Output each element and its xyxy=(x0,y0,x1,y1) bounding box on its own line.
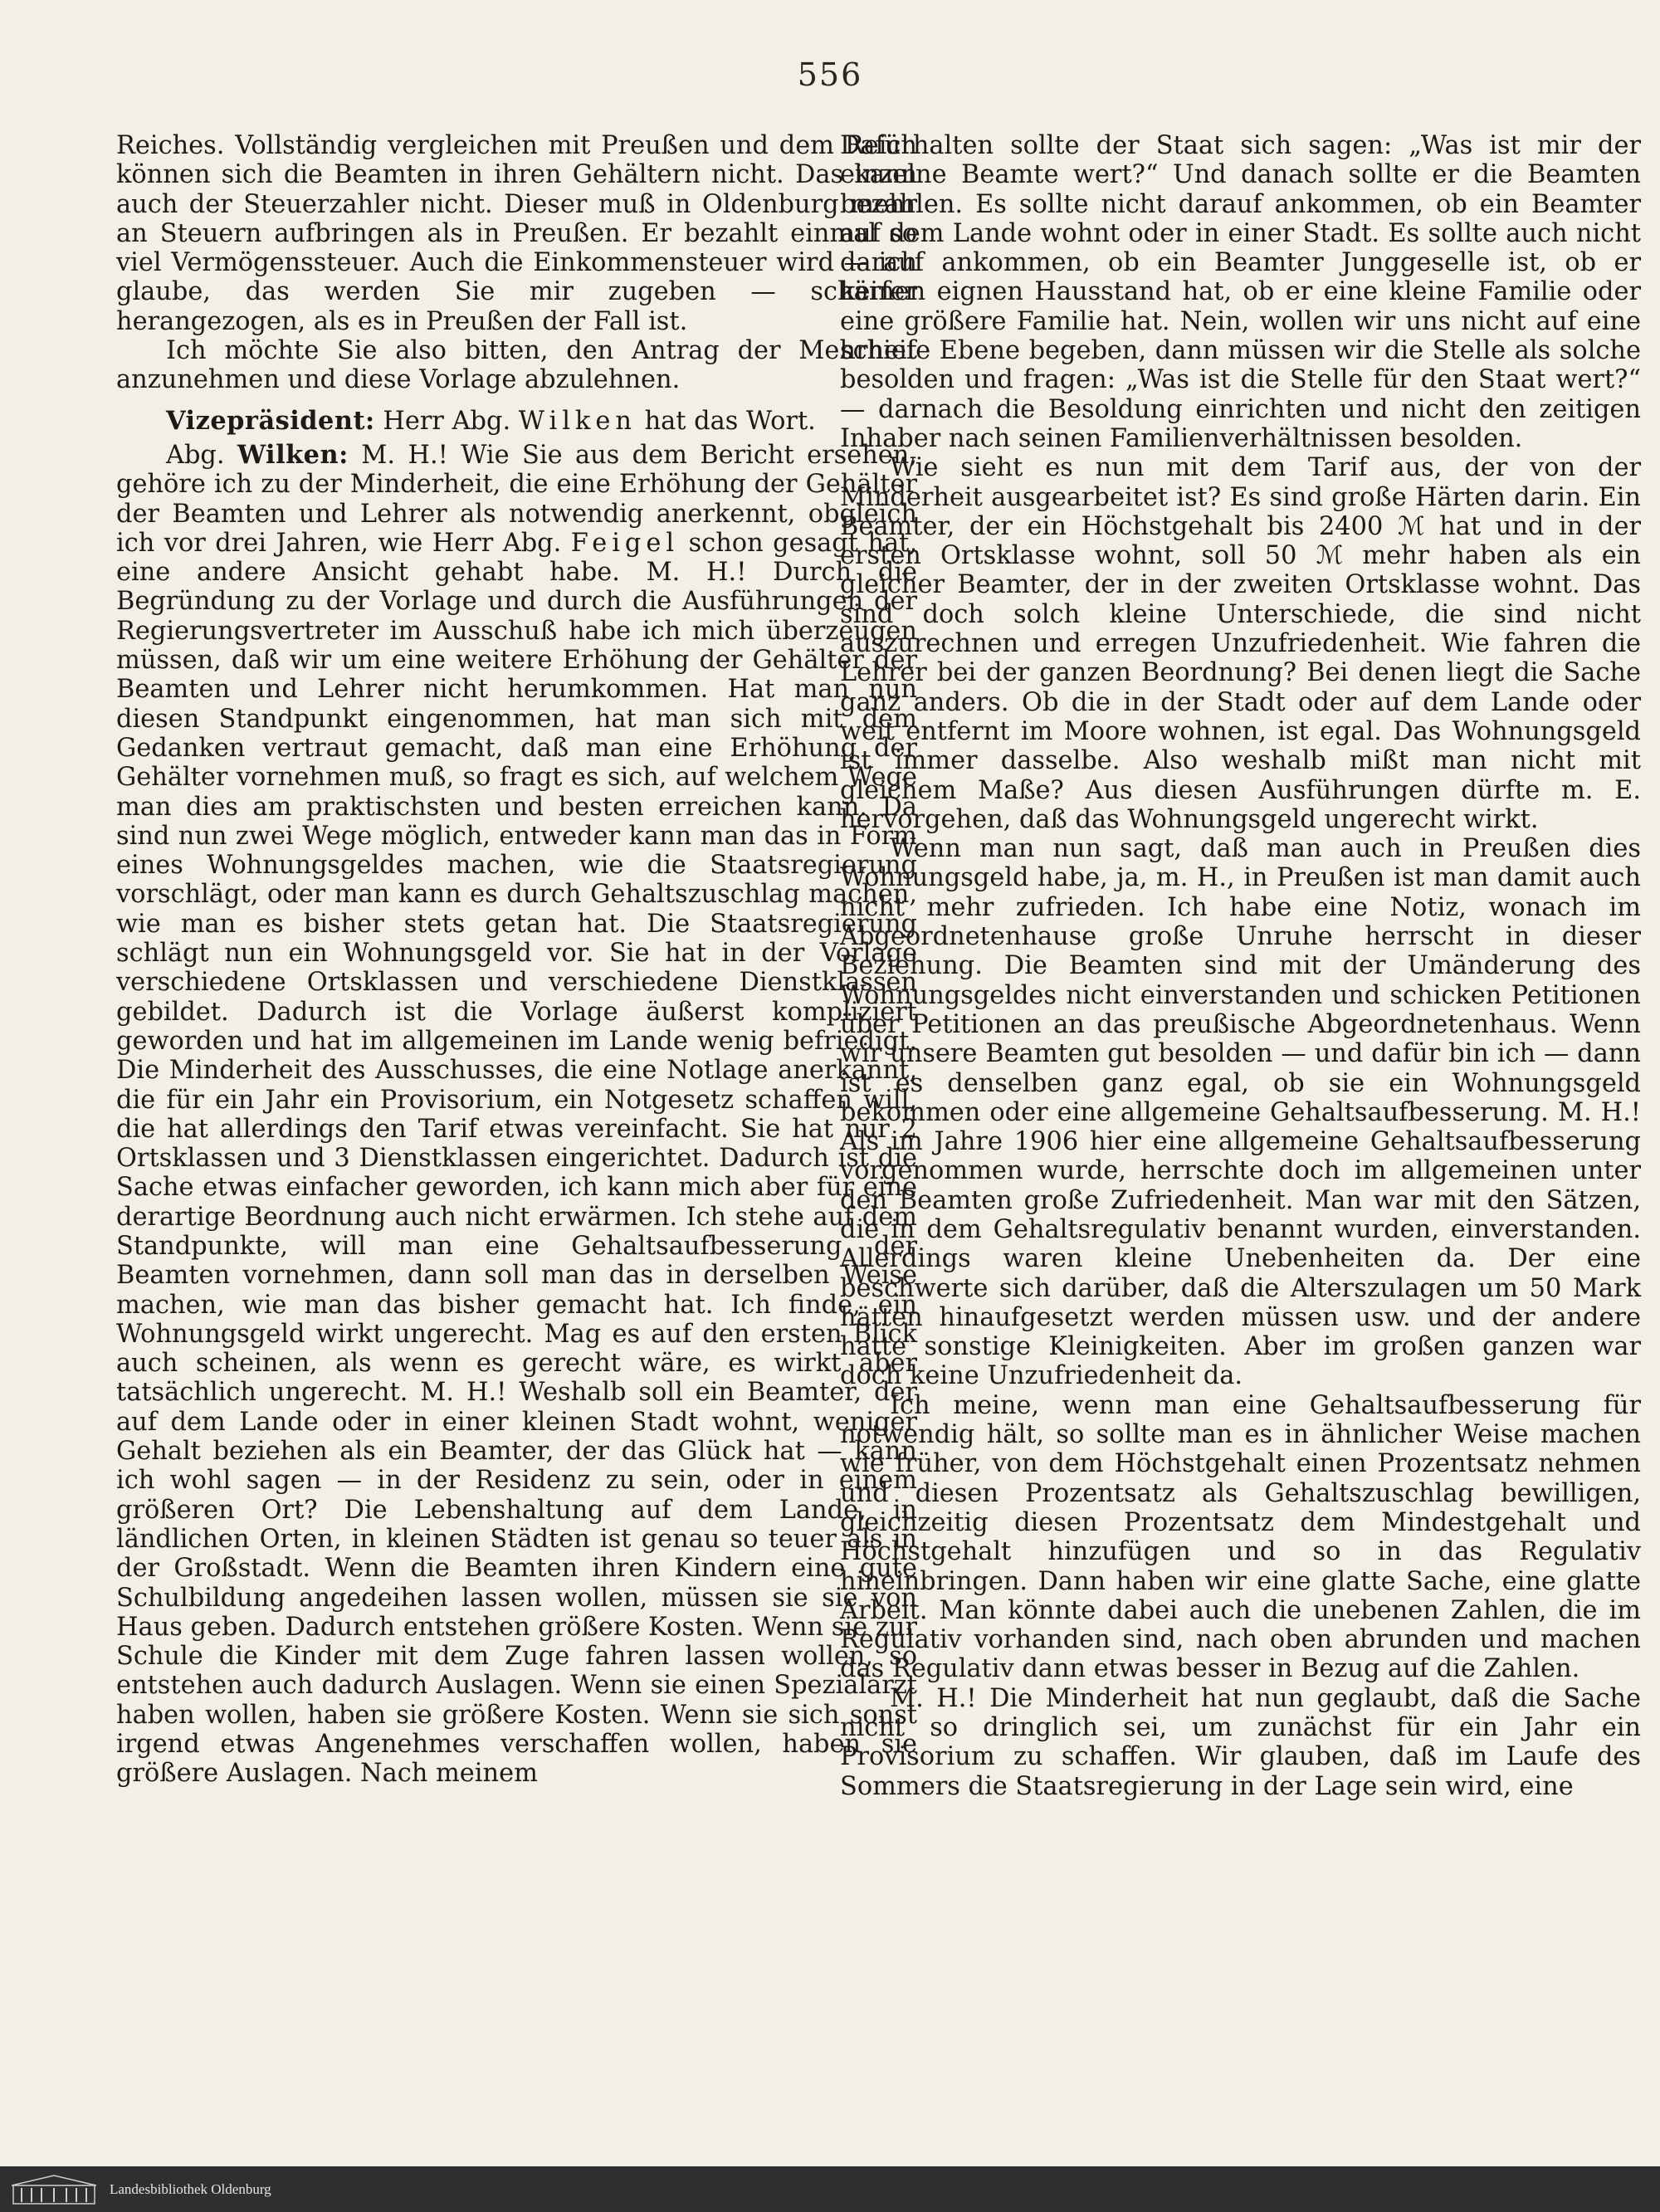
speaker-label: Vizepräsident: xyxy=(166,405,375,436)
page-number: 556 xyxy=(797,56,863,93)
speaker-name: Wilken xyxy=(518,406,637,436)
text-span: Abg. xyxy=(166,440,237,470)
paragraph: Ich meine, wenn man eine Gehaltsaufbesserung für notwendig hält, so sollte man es in ähnlicher Weise machen wie früher, von dem Höchstgehalt einen Prozentsatz nehmen und diesen Prozentsatz als Gehaltszuschlag bewilligen, gleichzeitig diesen Prozentsatz dem Mindestgehalt und Höchstgehalt hinzufügen und so in das Regulativ hineinbringen. Dann haben wir eine glatte Sache, eine glatte Arbeit. Man könnte dabei auch die unebenen Zahlen, die im Regulativ vorhanden sind, nach oben abrunden und machen das Regulativ dann etwas besser in Bezug auf die Zahlen. xyxy=(840,1390,1641,1684)
speaker-name: Feigel xyxy=(570,528,680,558)
paragraph: M. H.! Die Minderheit hat nun geglaubt, daß die Sache nicht so dringlich sei, um zunächst für ein Jahr ein Provisorium zu schaffen. Wir glauben, daß im Laufe des Sommers die Staatsregierung in der Lage sein wird, eine xyxy=(840,1683,1641,1801)
footer-bar xyxy=(0,2166,1660,2212)
text-span: hat das Wort. xyxy=(636,406,816,436)
paragraph: Wenn man nun sagt, daß man auch in Preußen dies Wohnungsgeld habe, ja, m. H., in Preußen ist man damit auch nicht mehr zufrieden. Ich habe eine Notiz, wonach im Abgeordnetenhause große Unruhe herrscht in dieser Beziehung. Die Beamten sind mit der Umänderung des Wohnungsgeldes nicht einverstanden und schicken Petitionen über Petitionen an das preußische Abgeordnetenhaus. Wenn wir unsere Beamten gut besolden — und dafür bin ich — dann ist es denselben ganz egal, ob sie ein Wohnungsgeld bekommen oder eine allgemeine Gehaltsaufbesserung. M. H.! Als im Jahre 1906 hier eine allgemeine Gehaltsaufbesserung vorgenommen wurde, herrschte doch im allgemeinen unter den Beamten große Zufriedenheit. Man war mit den Sätzen, die in dem Gehaltsregulativ benannt wurden, einverstanden. Allerdings waren kleine Unebenheiten da. Der eine beschwerte sich darüber, daß die Alterszulagen um 50 Mark hätten hinaufgesetzt werden müssen usw. und der andere hatte sonstige Kleinigkeiten. Aber im großen ganzen war doch keine Unzufriedenheit da. xyxy=(840,834,1641,1391)
text-span: M. H.! Wie Sie aus dem Bericht ersehen, gehöre ich zu der Minderheit, die eine Erhöhung der Gehälter der Beamten und Lehrer als notwendig anerkennt, obgleich ich vor drei Jahren, wie Herr Abg. xyxy=(116,440,917,558)
paragraph: Ich möchte Sie also bitten, den Antrag der Mehrheit anzunehmen und diese Vorlage abzulehnen. xyxy=(116,336,917,395)
speaker-paragraph xyxy=(116,407,917,436)
paragraph: Reiches. Vollständig vergleichen mit Preußen und dem Reich können sich die Beamten in ihren Gehältern nicht. Das kann auch der Steuerzahler nicht. Dieser muß in Oldenburg mehr an Steuern aufbringen als in Preußen. Er bezahlt einmal so viel Vermögenssteuer. Auch die Einkommensteuer wird — ich glaube, das werden Sie mir zugeben — schärfer herangezogen, als es in Preußen der Fall ist. xyxy=(116,131,917,336)
right-column xyxy=(840,131,1641,1801)
speech-paragraph xyxy=(116,441,917,1789)
paragraph: Dafürhalten sollte der Staat sich sagen: „Was ist mir der einzelne Beamte wert?“ Und danach sollte er die Beamten bezahlen. Es sollte nicht darauf ankommen, ob ein Beamter auf dem Lande wohnt oder in einer Stadt. Es sollte auch nicht darauf ankommen, ob ein Beamter Junggeselle ist, ob er keinen eignen Hausstand hat, ob er eine kleine Familie oder eine größere Familie hat. Nein, wollen wir uns nicht auf eine schiefe Ebene begeben, dann müssen wir die Stelle als solche besolden und fragen: „Was ist die Stelle für den Staat wert?“ — darnach die Besoldung einrichten und nicht den zeitigen Inhaber nach seinen Familienverhältnissen besolden. xyxy=(840,131,1641,453)
library-building-icon xyxy=(8,2172,100,2207)
paragraph: Wie sieht es nun mit dem Tarif aus, der von der Minderheit ausgearbeitet ist? Es sind große Härten darin. Ein Beamter, der ein Höchstgehalt bis 2400 ℳ hat und in der ersten Ortsklasse wohnt, soll 50 ℳ mehr haben als ein gleicher Beamter, der in der zweiten Ortsklasse wohnt. Das sind doch solch kleine Unterschiede, die sind nicht auszurechnen und erregen Unzufriedenheit. Wie fahren die Lehrer bei der ganzen Beordnung? Bei denen liegt die Sache ganz anders. Ob die in der Stadt oder auf dem Lande oder weit entfernt im Moore wohnen, ist egal. Das Wohnungsgeld ist immer dasselbe. Also weshalb mißt man nicht mit gleichem Maße? Aus diesen Ausführungen dürfte m. E. hervorgehen, daß das Wohnungsgeld ungerecht wirkt. xyxy=(840,453,1641,834)
speaker-label: Wilken: xyxy=(237,439,349,470)
text-span: schon gesagt hat, eine andere Ansicht gehabt habe. M. H.! Durch die Begründung zu der Vorlage und durch die Ausführungen der Regierungsvertreter im Ausschuß habe ich mich überzeugen müssen, daß wir um eine weitere Erhöhung der Gehälter der Beamten und Lehrer nicht herumkommen. Hat man nun diesen Standpunkt eingenommen, hat man sich mit dem Gedanken vertraut gemacht, daß man eine Erhöhung der Gehälter vornehmen muß, so fragt es sich, auf welchem Wege man dies am praktischsten und besten erreichen kann. Da sind nun zwei Wege möglich, entweder kann man das in Form eines Wohnungsgeldes machen, wie die Staatsregierung vorschlägt, oder man kann es durch Gehaltszuschlag machen, wie man es bisher stets getan hat. Die Staatsregierung schlägt nun ein Wohnungsgeld vor. Sie hat in der Vorlage verschiedene Ortsklassen und verschiedene Dienstklassen gebildet. Dadurch ist die Vorlage äußerst kompliziert geworden und hat im allgemeinen im Lande wenig befriedigt. Die Minderheit des Ausschusses, die eine Notlage anerkannt, die für ein Jahr ein Provisorium, ein Notgesetz schaffen will, die hat allerdings den Tarif etwas vereinfacht. Sie hat nur 2 Ortsklassen und 3 Dienstklassen eingerichtet. Dadurch ist die Sache etwas einfacher geworden, ich kann mich aber für eine derartige Beordnung auch nicht erwärmen. Ich stehe auf dem Standpunkte, will man eine Gehaltsaufbesserung der Beamten vornehmen, dann soll man das in derselben Weise machen, wie man das bisher gemacht hat. Ich finde, ein Wohnungsgeld wirkt ungerecht. Mag es auf den ersten Blick auch scheinen, als wenn es gerecht wäre, es wirkt aber tatsächlich ungerecht. M. H.! Weshalb soll ein Beamter, der auf dem Lande oder in einer kleinen Stadt wohnt, weniger Gehalt beziehen als ein Beamter, der das Glück hat — kann ich wohl sagen — in der Residenz zu sein, oder in einem größeren Ort? Die Lebenshaltung auf dem Lande, in ländlichen Orten, in kleinen Städten ist genau so teuer als in der Großstadt. Wenn die Beamten ihren Kindern eine gute Schulbildung angedeihen lassen wollen, müssen sie sie von Haus geben. Dadurch entstehen größere Kosten. Wenn sie zur Schule die Kinder mit dem Zuge fahren lassen wollen, so entstehen auch dadurch Auslagen. Wenn sie einen Spezialarzt haben wollen, haben sie größere Kosten. Wenn sie sich sonst irgend etwas Angenehmes verschaffen wollen, haben sie größere Auslagen. Nach meinem xyxy=(116,528,917,1789)
library-name: Landesbibliothek Oldenburg xyxy=(110,2180,271,2197)
left-column xyxy=(116,131,917,1789)
text-span: Herr Abg. xyxy=(374,406,519,436)
